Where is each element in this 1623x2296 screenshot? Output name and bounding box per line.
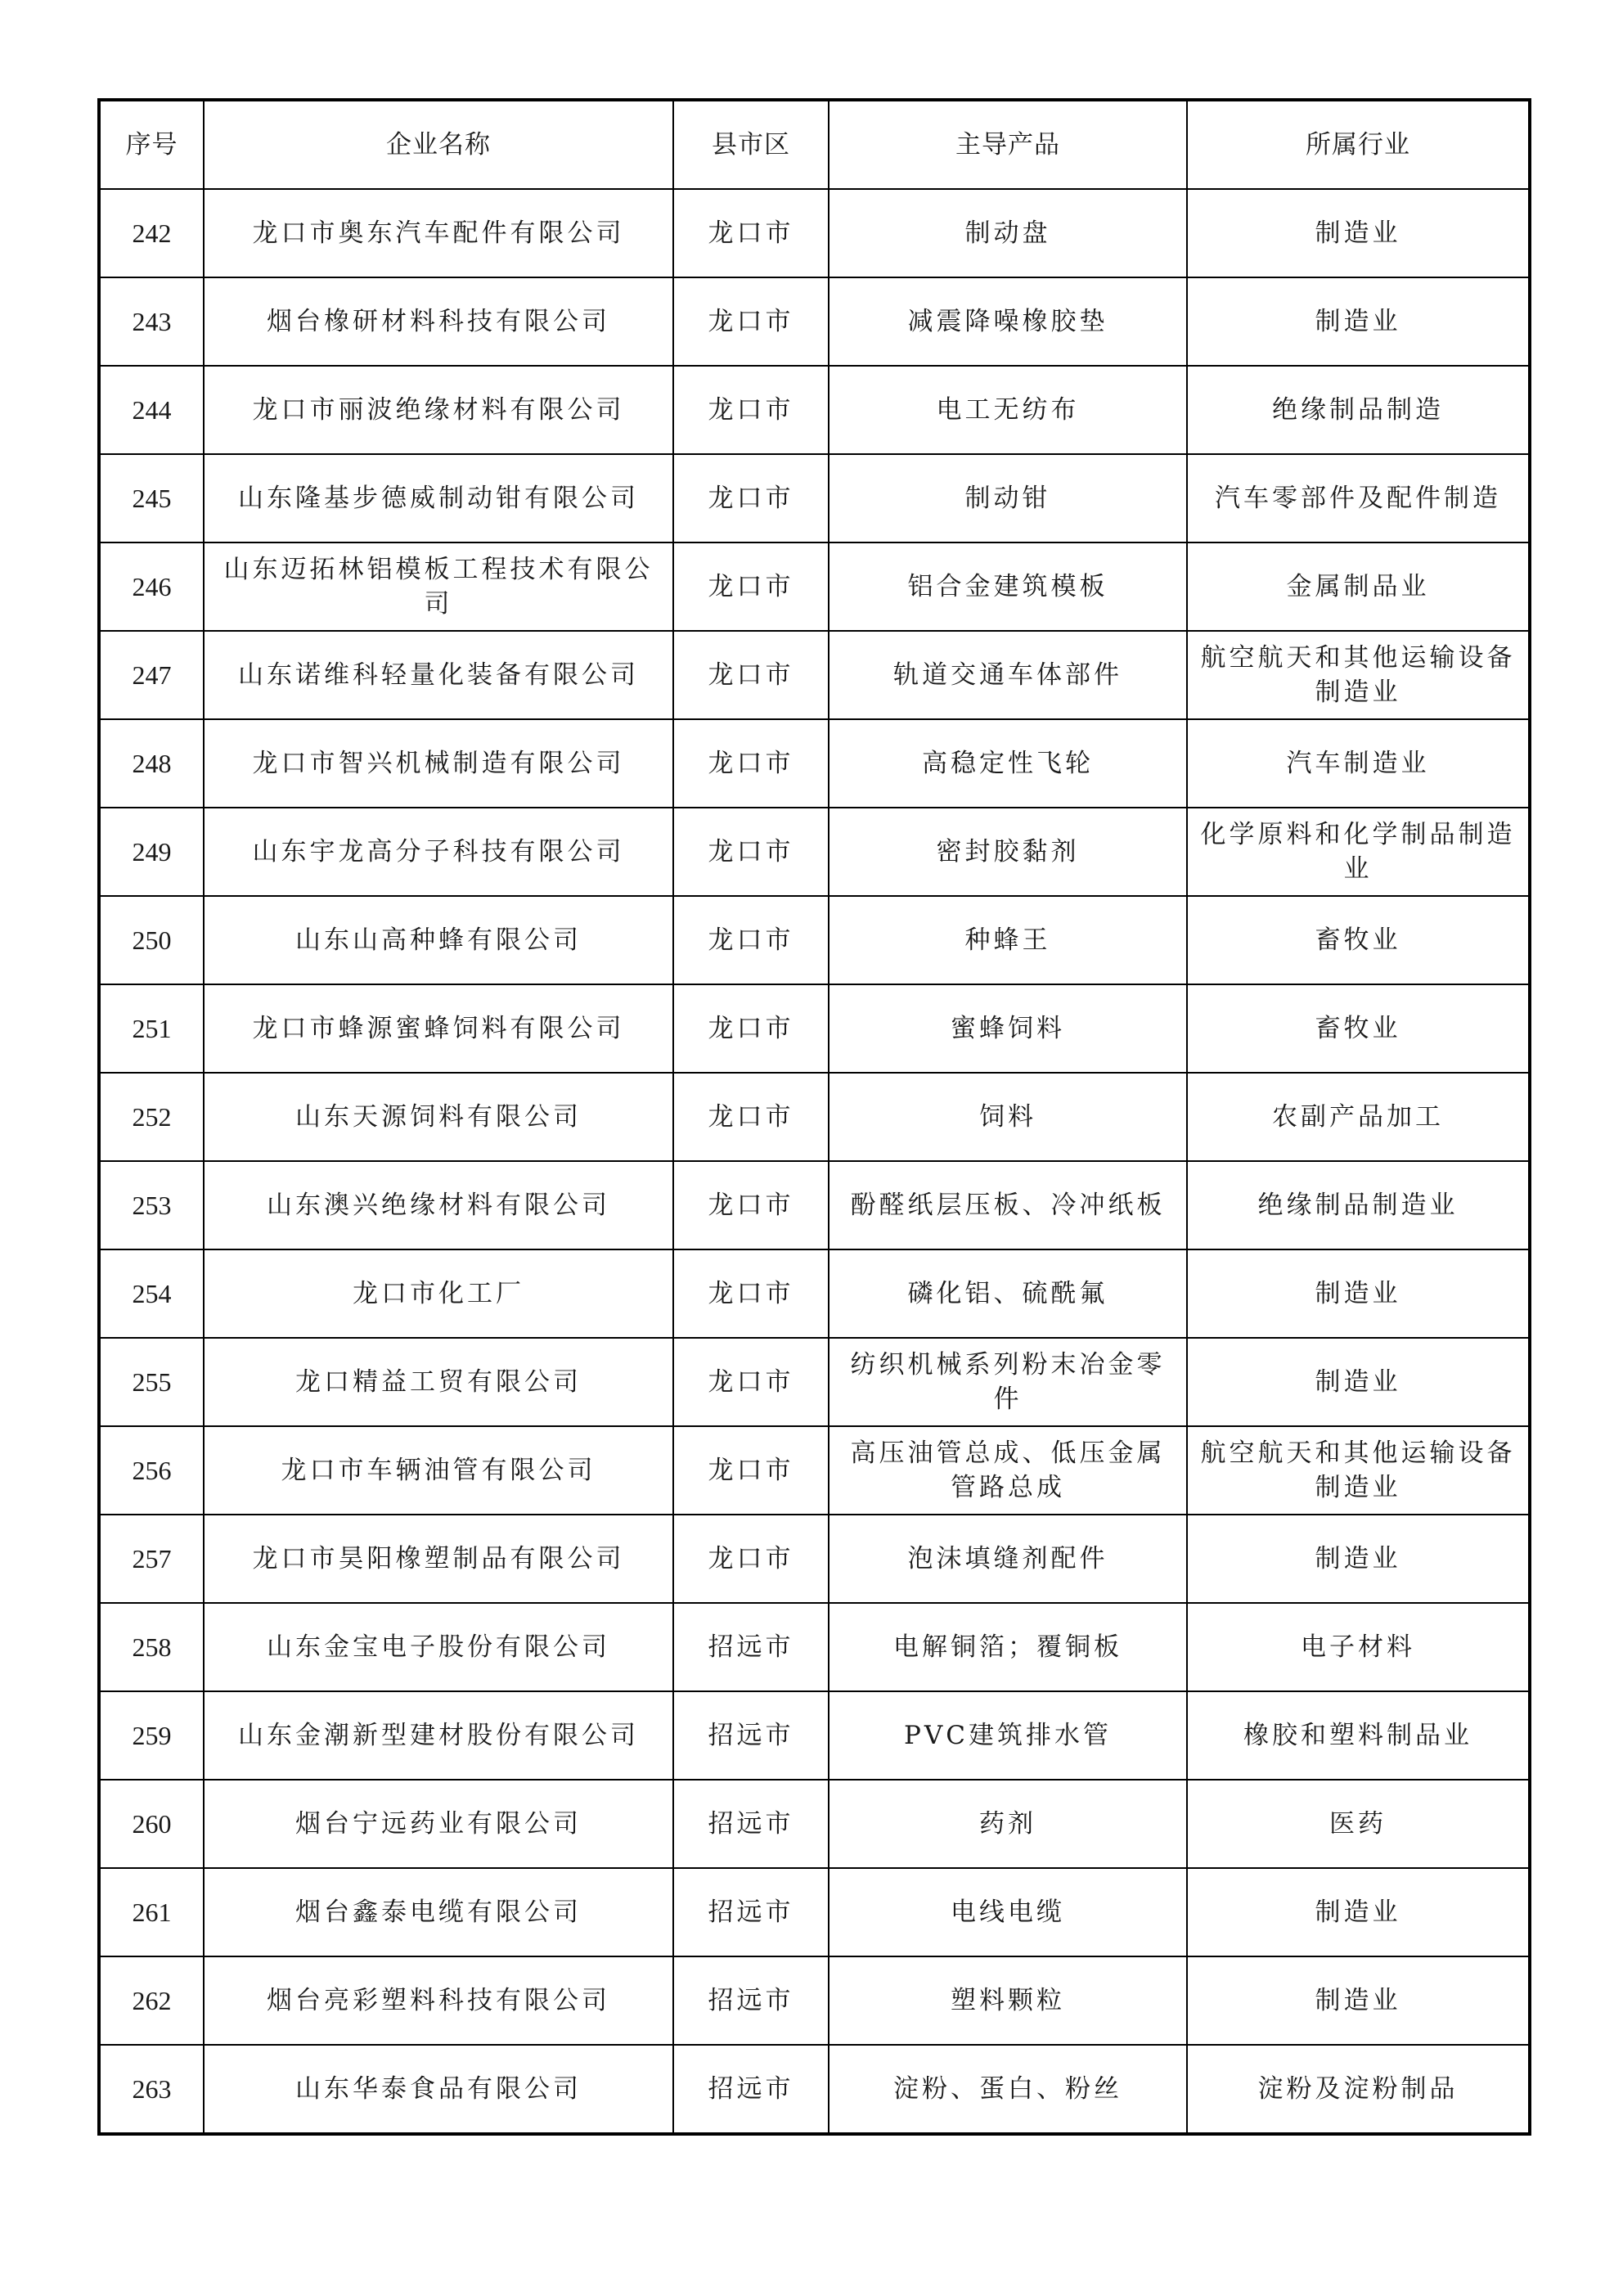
cell-company-name: 山东澳兴绝缘材料有限公司 xyxy=(204,1161,673,1249)
cell-county: 龙口市 xyxy=(673,1073,829,1161)
cell-seq: 248 xyxy=(99,719,204,808)
cell-company-name: 山东山高种蜂有限公司 xyxy=(204,896,673,984)
table-row xyxy=(99,1691,1530,1780)
cell-company-name: 山东华泰食品有限公司 xyxy=(204,2045,673,2134)
cell-company-name: 山东天源饲料有限公司 xyxy=(204,1073,673,1161)
table-body xyxy=(99,189,1530,2134)
cell-main-product: 纺织机械系列粉末冶金零件 xyxy=(829,1338,1187,1426)
cell-county: 龙口市 xyxy=(673,1338,829,1426)
cell-county: 龙口市 xyxy=(673,454,829,542)
cell-seq: 261 xyxy=(99,1868,204,1956)
cell-industry: 制造业 xyxy=(1187,189,1530,277)
cell-seq: 257 xyxy=(99,1515,204,1603)
cell-industry: 制造业 xyxy=(1187,1249,1530,1338)
cell-county: 招远市 xyxy=(673,1868,829,1956)
cell-main-product: 塑料颗粒 xyxy=(829,1956,1187,2045)
table-row xyxy=(99,719,1530,808)
cell-main-product: 铝合金建筑模板 xyxy=(829,542,1187,631)
cell-company-name: 龙口市蜂源蜜蜂饲料有限公司 xyxy=(204,984,673,1073)
cell-company-name: 龙口市丽波绝缘材料有限公司 xyxy=(204,366,673,454)
cell-industry: 农副产品加工 xyxy=(1187,1073,1530,1161)
cell-main-product: 饲料 xyxy=(829,1073,1187,1161)
cell-company-name: 龙口市车辆油管有限公司 xyxy=(204,1426,673,1515)
table-row xyxy=(99,1868,1530,1956)
cell-company-name: 烟台亮彩塑料科技有限公司 xyxy=(204,1956,673,2045)
table-row xyxy=(99,1249,1530,1338)
cell-industry: 畜牧业 xyxy=(1187,896,1530,984)
cell-main-product: 高压油管总成、低压金属管路总成 xyxy=(829,1426,1187,1515)
table-row xyxy=(99,1073,1530,1161)
header-company-name: 企业名称 xyxy=(204,100,673,189)
table-row xyxy=(99,1956,1530,2045)
cell-county: 招远市 xyxy=(673,1780,829,1868)
table-row xyxy=(99,189,1530,277)
cell-seq: 258 xyxy=(99,1603,204,1691)
cell-industry: 汽车零部件及配件制造 xyxy=(1187,454,1530,542)
cell-main-product: 药剂 xyxy=(829,1780,1187,1868)
cell-main-product: 泡沫填缝剂配件 xyxy=(829,1515,1187,1603)
cell-company-name: 烟台鑫泰电缆有限公司 xyxy=(204,1868,673,1956)
cell-company-name: 山东金宝电子股份有限公司 xyxy=(204,1603,673,1691)
cell-county: 龙口市 xyxy=(673,719,829,808)
table-row xyxy=(99,2045,1530,2134)
cell-company-name: 山东诺维科轻量化装备有限公司 xyxy=(204,631,673,719)
cell-main-product: 制动钳 xyxy=(829,454,1187,542)
cell-seq: 251 xyxy=(99,984,204,1073)
cell-company-name: 龙口市昊阳橡塑制品有限公司 xyxy=(204,1515,673,1603)
cell-company-name: 山东隆基步德威制动钳有限公司 xyxy=(204,454,673,542)
table-row xyxy=(99,366,1530,454)
table-row xyxy=(99,896,1530,984)
cell-industry: 制造业 xyxy=(1187,1515,1530,1603)
cell-seq: 262 xyxy=(99,1956,204,2045)
cell-county: 招远市 xyxy=(673,1956,829,2045)
cell-company-name: 烟台橡研材料科技有限公司 xyxy=(204,277,673,366)
table-row xyxy=(99,1780,1530,1868)
cell-county: 招远市 xyxy=(673,1691,829,1780)
cell-main-product: 磷化铝、硫酰氟 xyxy=(829,1249,1187,1338)
cell-industry: 医药 xyxy=(1187,1780,1530,1868)
cell-main-product: 高稳定性飞轮 xyxy=(829,719,1187,808)
cell-main-product: 减震降噪橡胶垫 xyxy=(829,277,1187,366)
cell-seq: 243 xyxy=(99,277,204,366)
cell-company-name: 龙口市智兴机械制造有限公司 xyxy=(204,719,673,808)
table-row xyxy=(99,454,1530,542)
cell-seq: 249 xyxy=(99,808,204,896)
table-row xyxy=(99,631,1530,719)
cell-county: 招远市 xyxy=(673,1603,829,1691)
cell-seq: 250 xyxy=(99,896,204,984)
table-row xyxy=(99,1426,1530,1515)
cell-industry: 航空航天和其他运输设备制造业 xyxy=(1187,631,1530,719)
cell-industry: 淀粉及淀粉制品 xyxy=(1187,2045,1530,2134)
cell-seq: 244 xyxy=(99,366,204,454)
cell-county: 龙口市 xyxy=(673,808,829,896)
cell-main-product: 蜜蜂饲料 xyxy=(829,984,1187,1073)
cell-company-name: 龙口市化工厂 xyxy=(204,1249,673,1338)
cell-company-name: 烟台宁远药业有限公司 xyxy=(204,1780,673,1868)
header-seq: 序号 xyxy=(99,100,204,189)
cell-main-product: 种蜂王 xyxy=(829,896,1187,984)
cell-main-product: 电解铜箔；覆铜板 xyxy=(829,1603,1187,1691)
cell-county: 龙口市 xyxy=(673,1426,829,1515)
header-main-product: 主导产品 xyxy=(829,100,1187,189)
cell-industry: 制造业 xyxy=(1187,1338,1530,1426)
table-row xyxy=(99,542,1530,631)
cell-seq: 247 xyxy=(99,631,204,719)
cell-seq: 242 xyxy=(99,189,204,277)
cell-industry: 绝缘制品制造 xyxy=(1187,366,1530,454)
cell-county: 龙口市 xyxy=(673,277,829,366)
cell-industry: 汽车制造业 xyxy=(1187,719,1530,808)
cell-county: 龙口市 xyxy=(673,1249,829,1338)
cell-seq: 260 xyxy=(99,1780,204,1868)
cell-seq: 252 xyxy=(99,1073,204,1161)
cell-seq: 253 xyxy=(99,1161,204,1249)
cell-industry: 橡胶和塑料制品业 xyxy=(1187,1691,1530,1780)
cell-company-name: 龙口市奥东汽车配件有限公司 xyxy=(204,189,673,277)
cell-main-product: 制动盘 xyxy=(829,189,1187,277)
header-county: 县市区 xyxy=(673,100,829,189)
cell-main-product: 淀粉、蛋白、粉丝 xyxy=(829,2045,1187,2134)
cell-county: 龙口市 xyxy=(673,189,829,277)
table-row xyxy=(99,1603,1530,1691)
cell-county: 龙口市 xyxy=(673,896,829,984)
cell-industry: 制造业 xyxy=(1187,277,1530,366)
cell-main-product: 密封胶黏剂 xyxy=(829,808,1187,896)
cell-seq: 246 xyxy=(99,542,204,631)
cell-seq: 256 xyxy=(99,1426,204,1515)
cell-seq: 259 xyxy=(99,1691,204,1780)
table-header-row xyxy=(99,100,1530,189)
cell-seq: 255 xyxy=(99,1338,204,1426)
cell-main-product: PVC建筑排水管 xyxy=(829,1691,1187,1780)
cell-main-product: 酚醛纸层压板、冷冲纸板 xyxy=(829,1161,1187,1249)
cell-seq: 254 xyxy=(99,1249,204,1338)
enterprise-table xyxy=(97,98,1531,2136)
cell-company-name: 龙口精益工贸有限公司 xyxy=(204,1338,673,1426)
cell-seq: 263 xyxy=(99,2045,204,2134)
cell-county: 龙口市 xyxy=(673,984,829,1073)
cell-main-product: 轨道交通车体部件 xyxy=(829,631,1187,719)
header-industry: 所属行业 xyxy=(1187,100,1530,189)
cell-county: 龙口市 xyxy=(673,542,829,631)
cell-company-name: 山东金潮新型建材股份有限公司 xyxy=(204,1691,673,1780)
cell-industry: 绝缘制品制造业 xyxy=(1187,1161,1530,1249)
cell-county: 龙口市 xyxy=(673,366,829,454)
table-row xyxy=(99,984,1530,1073)
cell-company-name: 山东迈拓林铝模板工程技术有限公司 xyxy=(204,542,673,631)
table-row xyxy=(99,277,1530,366)
table-row xyxy=(99,1161,1530,1249)
cell-industry: 电子材料 xyxy=(1187,1603,1530,1691)
cell-industry: 化学原料和化学制品制造业 xyxy=(1187,808,1530,896)
cell-industry: 金属制品业 xyxy=(1187,542,1530,631)
cell-industry: 制造业 xyxy=(1187,1868,1530,1956)
table-row xyxy=(99,808,1530,896)
table-row xyxy=(99,1515,1530,1603)
cell-company-name: 山东宇龙高分子科技有限公司 xyxy=(204,808,673,896)
cell-main-product: 电工无纺布 xyxy=(829,366,1187,454)
cell-county: 龙口市 xyxy=(673,631,829,719)
cell-industry: 畜牧业 xyxy=(1187,984,1530,1073)
cell-industry: 航空航天和其他运输设备制造业 xyxy=(1187,1426,1530,1515)
cell-industry: 制造业 xyxy=(1187,1956,1530,2045)
cell-county: 龙口市 xyxy=(673,1161,829,1249)
table-row xyxy=(99,1338,1530,1426)
cell-seq: 245 xyxy=(99,454,204,542)
cell-county: 招远市 xyxy=(673,2045,829,2134)
cell-county: 龙口市 xyxy=(673,1515,829,1603)
cell-main-product: 电线电缆 xyxy=(829,1868,1187,1956)
